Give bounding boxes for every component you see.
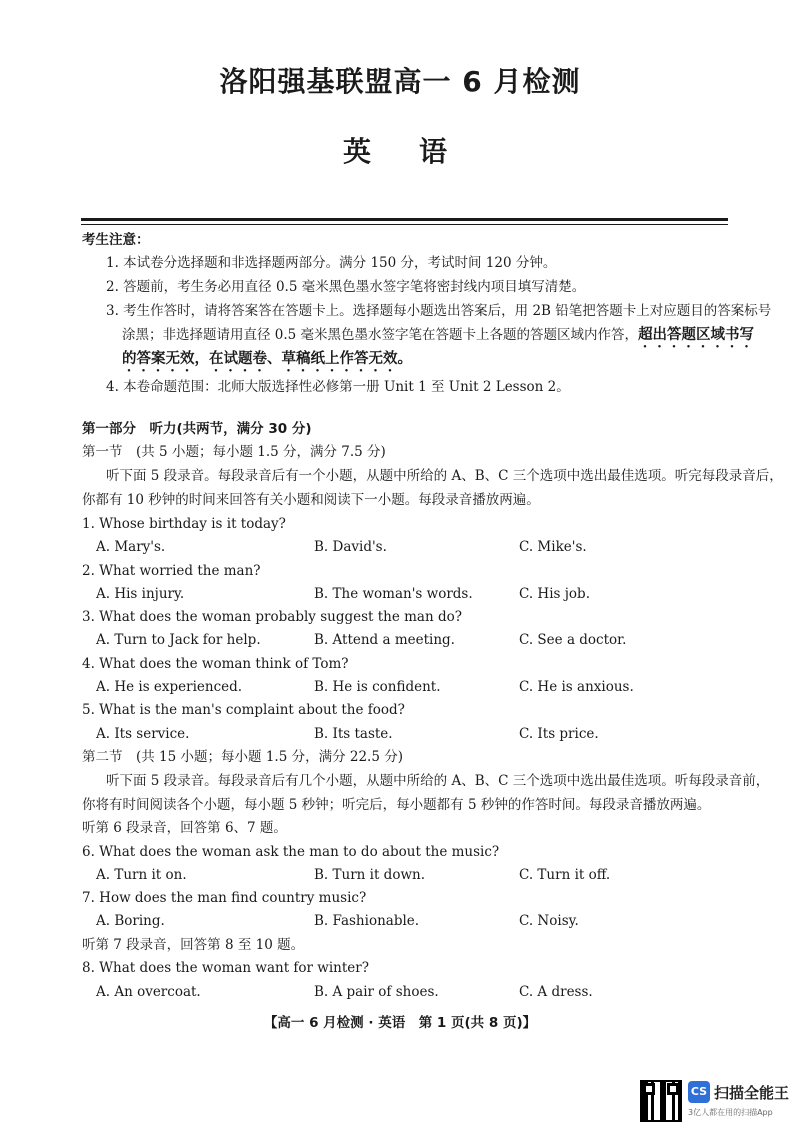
notice-item-4: 4. 本卷命题范围：北师大版选择性必修第一册 Unit 1 至 Unit 2 Lesson 2。 bbox=[106, 379, 570, 395]
recording-6-prompt: 听第 6 段录音，回答第 6、7 题。 bbox=[82, 820, 287, 836]
option-a: A. His injury. bbox=[96, 586, 185, 602]
option-c: C. He is anxious. bbox=[519, 679, 634, 695]
qr-code-icon bbox=[640, 1080, 682, 1122]
notice-item-2: 2. 答题前，考生务必用直径 0.5 毫米黑色墨水签字笔将密封线内项目填写清楚。 bbox=[106, 279, 586, 295]
section1-instruction-2: 你都有 10 秒钟的时间来回答有关小题和阅读下一小题。每段录音播放两遍。 bbox=[82, 492, 540, 508]
question-stem: 1. Whose birthday is it today? bbox=[82, 516, 286, 532]
notice-heading: 考生注意： bbox=[82, 232, 150, 248]
option-a: A. Turn to Jack for help. bbox=[96, 632, 261, 648]
camscanner-logo-icon: CS bbox=[688, 1081, 710, 1103]
option-a: A. Turn it on. bbox=[96, 867, 187, 883]
option-b: B. A pair of shoes. bbox=[314, 984, 439, 1000]
option-b: B. Its taste. bbox=[314, 726, 393, 742]
question-stem: 5. What is the man's complaint about the food? bbox=[82, 702, 405, 718]
notice-item-1: 1. 本试卷分选择题和非选择题两部分。满分 150 分，考试时间 120 分钟。 bbox=[106, 255, 557, 271]
part1-heading: 第一部分 听力(共两节，满分 30 分) bbox=[82, 421, 312, 437]
section2-instruction-2: 你将有时间阅读各个小题，每小题 5 秒钟；听完后，每小题都有 5 秒钟的作答时间。每段录音播放两遍。 bbox=[82, 797, 711, 813]
recording-7-prompt: 听第 7 段录音，回答第 8 至 10 题。 bbox=[82, 937, 305, 953]
option-a: A. Mary's. bbox=[96, 539, 166, 555]
option-c: C. Mike's. bbox=[519, 539, 587, 555]
option-b: B. Fashionable. bbox=[314, 913, 420, 929]
option-b: B. Turn it down. bbox=[314, 867, 425, 883]
section1-instruction-1: 听下面 5 段录音。每段录音后有一个小题，从题中所给的 A、B、C 三个选项中选出最佳选项。听完每段录音后， bbox=[106, 468, 783, 484]
section2-instruction-1: 听下面 5 段录音。每段录音后有几个小题，从题中所给的 A、B、C 三个选项中选出最佳选项。听每段录音前， bbox=[106, 773, 770, 789]
subject-title: 英 语 bbox=[342, 135, 457, 168]
camscanner-name: 扫描全能王 bbox=[714, 1084, 790, 1102]
option-c: C. Noisy. bbox=[519, 913, 579, 929]
option-a: A. An overcoat. bbox=[96, 984, 201, 1000]
section1-heading: 第一节 (共 5 小题；每小题 1.5 分，满分 7.5 分) bbox=[82, 444, 386, 460]
option-b: B. Attend a meeting. bbox=[314, 632, 455, 648]
option-c: C. Turn it off. bbox=[519, 867, 611, 883]
camscanner-tagline: 3亿人都在用的扫描App bbox=[688, 1108, 773, 1117]
option-b: B. David's. bbox=[314, 539, 387, 555]
option-a: A. He is experienced. bbox=[96, 679, 243, 695]
option-c: C. See a doctor. bbox=[519, 632, 627, 648]
notice-item-3-line2 bbox=[122, 325, 754, 351]
option-c: C. His job. bbox=[519, 586, 590, 602]
notice-item-3-emphasis-a: 超出答题区域书写 bbox=[638, 327, 755, 343]
option-b: B. He is confident. bbox=[314, 679, 441, 695]
question-stem: 8. What does the woman want for winter? bbox=[82, 960, 369, 976]
question-stem: 6. What does the woman ask the man to do about the music? bbox=[82, 844, 500, 860]
question-stem: 2. What worried the man? bbox=[82, 563, 261, 579]
page-footer: 【高一 6 月检测 · 英语 第 1 页(共 8 页)】 bbox=[263, 1015, 537, 1031]
option-a: A. Boring. bbox=[96, 913, 165, 929]
question-stem: 3. What does the woman probably suggest the man do? bbox=[82, 609, 462, 625]
question-stem: 4. What does the woman think of Tom? bbox=[82, 656, 349, 672]
notice-item-3-line1: 3. 考生作答时，请将答案答在答题卡上。选择题每小题选出答案后，用 2B 铅笔把答题卡上对应题目的答案标号 bbox=[106, 303, 772, 319]
option-c: C. Its price. bbox=[519, 726, 599, 742]
question-stem: 7. How does the man find country music? bbox=[82, 890, 367, 906]
header-rule-thick bbox=[81, 218, 728, 221]
exam-title: 洛阳强基联盟高一 6 月检测 bbox=[219, 65, 581, 98]
notice-item-3-emphasis-b: 的答案无效，在试题卷、草稿纸上作答无效。 bbox=[122, 351, 412, 367]
option-c: C. A dress. bbox=[519, 984, 593, 1000]
option-b: B. The woman's words. bbox=[314, 586, 473, 602]
section2-heading: 第二节 (共 15 小题；每小题 1.5 分，满分 22.5 分) bbox=[82, 749, 403, 765]
header-rule-thin bbox=[81, 224, 728, 225]
notice-item-3-line2-text: 涂黑；非选择题请用直径 0.5 毫米黑色墨水签字笔在答题卡上各题的答题区域内作答， bbox=[122, 327, 639, 343]
option-a: A. Its service. bbox=[96, 726, 190, 742]
